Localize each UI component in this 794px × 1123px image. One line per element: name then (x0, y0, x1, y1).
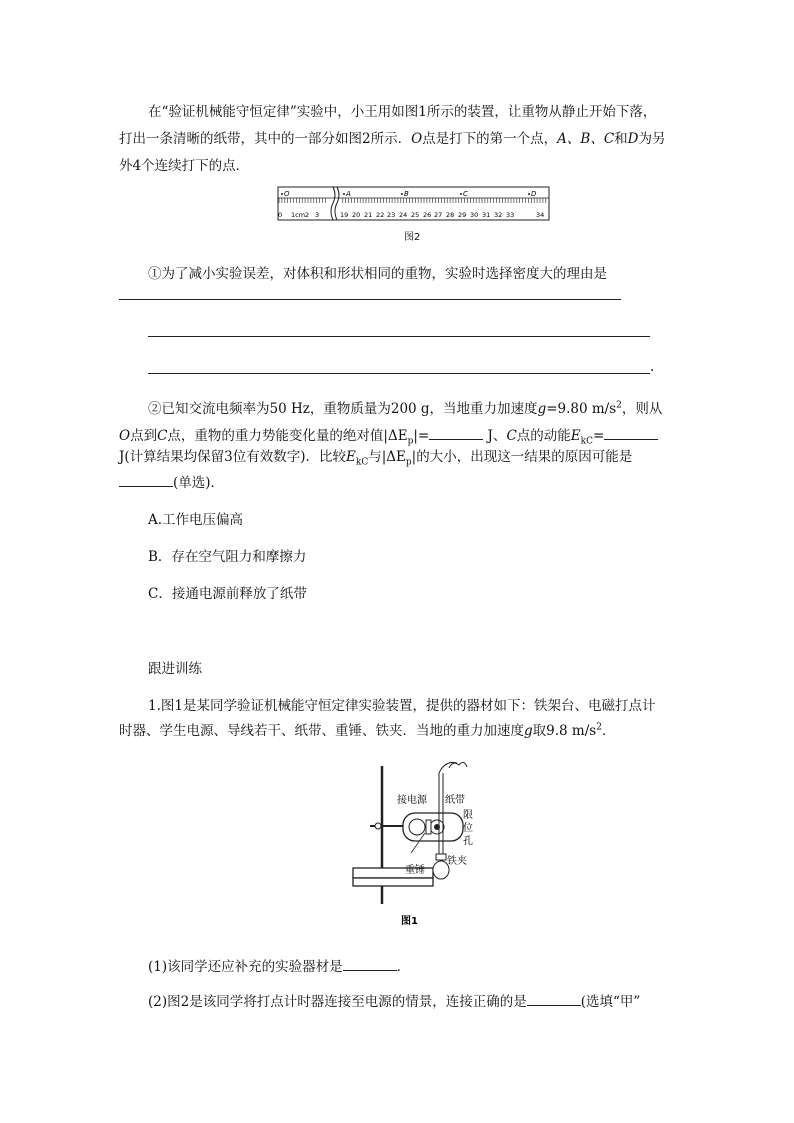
ruler-number: 34 (536, 211, 545, 219)
ruler-number: 31 (482, 211, 491, 219)
sub2-text: (2)图2是该同学将打点计时器连接至电源的情景，连接正确的是 (选填“甲” (148, 994, 641, 1010)
intro-line-2: 打出一条清晰的纸带，其中的一部分如图2所示．O点是打下的第一个点，A、B、C和D为另 (119, 131, 666, 147)
ruler-number: 28 (446, 211, 455, 219)
q2-line-4: (单选)． (119, 471, 224, 491)
label-hole-2: 位 (463, 823, 473, 834)
section-title: 跟进训练 (148, 661, 202, 677)
blank-connection[interactable] (527, 993, 581, 1006)
label-hole-3: 孔 (463, 836, 473, 847)
apparatus-figure (345, 758, 485, 933)
q2-line-3: J(计算结果均保留3位有效数字)．比较$E_{kC}$与$|\Delta E_p|$的大小，出现这一结果的原因可能是 (119, 449, 633, 468)
ruler-number: 29 (458, 211, 467, 219)
ruler-number: 33 (506, 211, 515, 219)
blank-reason[interactable] (119, 474, 173, 487)
tape-label-A: A (346, 190, 351, 198)
label-clamp: 铁夹 (447, 856, 467, 867)
tape-label-D: D (531, 190, 537, 198)
p1-line-2: 时器、学生电源、导线若干、纸带、重锤、铁夹．当地的重力加速度g取9.8 $m/s^2$． (119, 722, 616, 739)
ruler-number: 21 (364, 211, 373, 219)
ruler-number: 25 (411, 211, 420, 219)
tape-label-O: O (284, 190, 290, 198)
label-power: 接电源 (397, 795, 427, 806)
ruler-number: 23 (387, 211, 396, 219)
apparatus-caption: 图1 (401, 916, 418, 927)
intro-line-1: 在“验证机械能守恒定律”实验中，小王用如图1所示的装置，让重物从静止开始下落， (148, 104, 657, 120)
answer-line-3[interactable] (148, 373, 650, 374)
ruler-number: 27 (434, 211, 443, 219)
p1-line-1: 1.图1是某同学验证机械能守恒定律实验装置，提供的器材如下：铁架台、电磁打点计 (148, 698, 656, 714)
label-tape: 纸带 (445, 795, 465, 806)
ruler-number: 22 (376, 211, 385, 219)
ruler-numbers (278, 211, 544, 219)
blank-delta-ep[interactable] (429, 427, 483, 440)
answer-line-1[interactable] (119, 299, 621, 300)
tape-caption: 图2 (404, 232, 421, 243)
sub1-text: (1)该同学还应补充的实验器材是 ． (148, 959, 411, 975)
ruler-number: 30 (470, 211, 479, 219)
label-weight: 重锤 (405, 865, 425, 876)
ruler-number: 19 (340, 211, 349, 219)
blank-ekc[interactable] (604, 427, 658, 440)
q1-text: ①为了减小实验误差，对体积和形状相同的重物，实验时选择密度大的理由是 (148, 266, 607, 282)
intro-line-3: 外4个连续打下的点． (119, 158, 250, 174)
ruler-number: 24 (399, 211, 408, 219)
option-a[interactable]: A.工作电压偏高 (148, 512, 244, 528)
ruler-ticks (279, 198, 546, 203)
ruler-number: 1cm2 (291, 211, 310, 219)
ruler-number: 0 (278, 211, 283, 219)
option-b[interactable]: B．存在空气阻力和摩擦力 (148, 549, 307, 565)
ruler-number: 3 (315, 211, 320, 219)
ruler-number: 26 (423, 211, 432, 219)
q2-line-2: O点到C点，重物的重力势能变化量的绝对值$|\Delta E_p|= J$、C点的动能$E_{kC}=$ (119, 424, 658, 447)
option-c[interactable]: C．接通电源前释放了纸带 (148, 586, 307, 602)
q2-line-1: ②已知交流电频率为50 Hz，重物质量为200 g，当地重力加速度g=9.80 $m/s^2$，则从 (148, 400, 663, 417)
blank-equipment[interactable] (343, 958, 397, 971)
tape-label-C: C (463, 190, 468, 198)
paper-tape-figure (277, 186, 551, 224)
tape-label-B: B (404, 190, 409, 198)
answer-line-2[interactable] (148, 336, 650, 337)
ruler-number: 20 (352, 211, 361, 219)
ruler-number: 32 (494, 211, 503, 219)
q1-period: . (650, 359, 655, 375)
label-hole-1: 限 (463, 810, 473, 821)
